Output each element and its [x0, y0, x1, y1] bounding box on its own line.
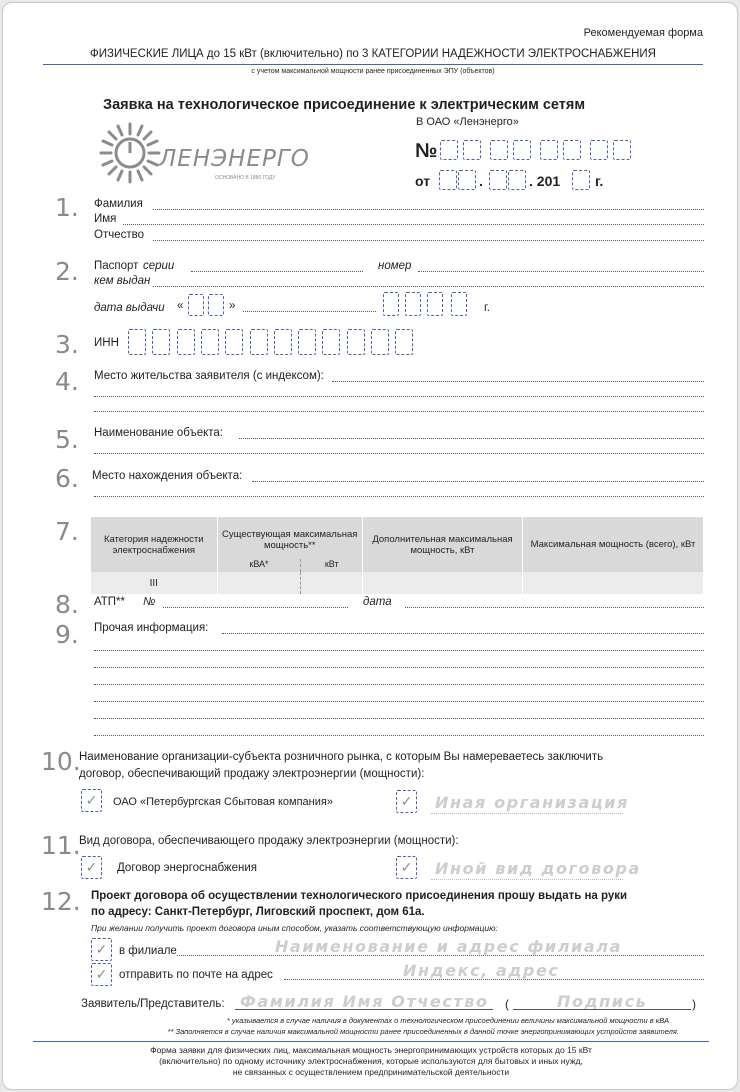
section-number-2: 2. [55, 257, 79, 286]
issue-day-box[interactable] [188, 294, 204, 316]
object-name-field[interactable] [94, 453, 704, 454]
retailer-label-line1: Наименование организации-субъекта розничного рынка, с которым Вы намереваетесь заключить [79, 751, 604, 763]
signature-fio-line [235, 1009, 493, 1010]
issue-date-label: дата выдачи [94, 302, 165, 314]
date-month-box[interactable] [489, 170, 507, 190]
patronymic-label: Отчество [94, 229, 144, 241]
contract-option2-checkbox[interactable]: ✓ [396, 856, 417, 879]
contract-option2-placeholder[interactable]: Иной вид договора [435, 859, 641, 878]
other-info-field[interactable] [222, 633, 704, 634]
residence-field[interactable] [94, 411, 704, 412]
total-power-cell[interactable] [523, 572, 704, 594]
col-kva-header: кВА* [217, 559, 301, 572]
number-box[interactable] [513, 140, 531, 160]
date-day-box[interactable] [458, 170, 476, 190]
logo-tagline: ОСНОВАНО В 1886 ГОДУ [215, 175, 276, 181]
existing-kva-cell[interactable] [217, 572, 301, 594]
name-field[interactable] [123, 224, 704, 225]
surname-field[interactable] [153, 209, 704, 210]
mail-checkbox[interactable]: ✓ [91, 963, 112, 986]
object-location-field[interactable] [94, 496, 704, 497]
inn-digit-box[interactable] [152, 329, 170, 355]
contract-option1-checkbox[interactable]: ✓ [81, 856, 102, 879]
section-number-12: 12. [41, 887, 81, 916]
retailer-option2-checkbox[interactable]: ✓ [396, 790, 417, 813]
section-number-5: 5. [55, 425, 79, 454]
issued-by-label: кем выдан [94, 275, 151, 287]
inn-digit-box[interactable] [298, 329, 316, 355]
residence-label: Место жительства заявителя (с индексом): [94, 370, 324, 382]
contract-type-label: Вид договора, обеспечивающего продажу электроэнергии (мощности): [79, 835, 459, 847]
atp-date-field[interactable] [405, 607, 704, 608]
pickup-label-line2: по адресу: Санкт-Петербург, Лиговский проспект, дом 61а. [91, 906, 425, 918]
retailer-option1-checkbox[interactable]: ✓ [81, 789, 102, 812]
date-separator: . [479, 173, 483, 189]
inn-digit-box[interactable] [177, 329, 195, 355]
object-location-field[interactable] [252, 481, 704, 482]
other-info-label: Прочая информация: [94, 622, 209, 634]
signature-fio-placeholder[interactable]: Фамилия Имя Отчество [240, 992, 489, 1011]
col-reliability-header: Категория надежности электроснабжения [91, 517, 217, 572]
object-location-label: Место нахождения объекта: [92, 470, 243, 482]
passport-label: Паспорт [94, 260, 139, 272]
contract-option2-line [431, 879, 623, 880]
issue-year-box[interactable] [427, 292, 443, 316]
retailer-option2-placeholder[interactable]: Иная организация [435, 793, 629, 812]
inn-digit-box[interactable] [274, 329, 292, 355]
additional-power-cell[interactable] [363, 572, 523, 594]
issue-year-box[interactable] [405, 292, 421, 316]
section-number-4: 4. [55, 367, 79, 396]
section-number-1: 1. [55, 193, 79, 222]
other-info-field[interactable] [94, 718, 704, 719]
category-heading: ФИЗИЧЕСКИЕ ЛИЦА до 15 кВт (включительно) по 3 КАТЕГОРИИ НАДЕЖНОСТИ ЭЛЕКТРОСНАБЖЕНИЯ [90, 48, 656, 60]
inn-digit-box[interactable] [322, 329, 340, 355]
application-form-page [2, 2, 738, 1090]
mail-placeholder[interactable]: Индекс, адрес [403, 961, 560, 980]
patronymic-field[interactable] [153, 240, 704, 241]
issued-by-field[interactable] [153, 286, 704, 287]
inn-digit-box[interactable] [395, 329, 413, 355]
retailer-option2-line [431, 813, 623, 814]
section-number-6: 6. [55, 464, 79, 493]
section-number-11: 11. [41, 831, 81, 860]
other-info-field[interactable] [94, 701, 704, 702]
number-box[interactable] [463, 140, 481, 160]
issue-month-field[interactable] [243, 311, 376, 312]
footer-line2: (включительно) по одному источнику электроснабжения, которые используются для бытовых и иных нужд, [159, 1056, 583, 1066]
retailer-option1-label: ОАО «Петербургская Сбытовая компания» [113, 796, 333, 808]
addressee: В ОАО «Ленэнерго» [416, 116, 519, 128]
inn-digit-box[interactable] [371, 329, 389, 355]
residence-field[interactable] [332, 381, 704, 382]
section-number-10: 10. [41, 747, 81, 776]
other-info-field[interactable] [94, 684, 704, 685]
form-title: Заявка на технологическое присоединение к электрическим сетям [103, 97, 586, 113]
footer-line1: Форма заявки для физических лиц, максимальная мощность энергопринимающих устройств которых до 15 кВт [150, 1045, 592, 1055]
object-name-label: Наименование объекта: [94, 427, 223, 439]
residence-field[interactable] [94, 396, 704, 397]
mail-label: отправить по почте на адрес [119, 969, 273, 981]
pickup-label-line1: Проект договора об осуществлении технологического присоединения прошу выдать на руки [91, 890, 628, 902]
header-divider [43, 64, 703, 65]
signature-label: Заявитель/Представитель: [81, 998, 225, 1010]
inn-digit-box[interactable] [347, 329, 365, 355]
surname-label: Фамилия [94, 198, 143, 210]
other-info-field[interactable] [94, 735, 704, 736]
number-box[interactable] [563, 140, 581, 160]
number-box[interactable] [590, 140, 608, 160]
atp-number-label: № [143, 596, 156, 608]
signature-paren-open: ( [505, 997, 509, 1011]
category-subheading: с учетом максимальной мощности ранее присоединенных ЭПУ (объектов) [251, 68, 495, 75]
atp-label: АТП** [94, 596, 126, 608]
passport-number-field[interactable] [418, 271, 704, 272]
signature-paren-close: ) [692, 997, 696, 1011]
recommended-form-label: Рекомендуемая форма [583, 27, 703, 39]
quote-close: » [229, 300, 236, 312]
pickup-note: При желании получить проект договора иным способом, указать соответствующую информацию: [91, 923, 498, 933]
date-month-box[interactable] [508, 170, 526, 190]
issue-day-box[interactable] [208, 294, 224, 316]
quote-open: « [177, 300, 184, 312]
col-additional-power-header: Дополнительная максимальная мощность, кВт [363, 517, 523, 572]
signature-sign-line [513, 1009, 691, 1010]
branch-placeholder[interactable]: Наименование и адрес филиала [275, 937, 622, 956]
object-name-field[interactable] [239, 438, 704, 439]
reliability-category-cell: III [91, 572, 217, 594]
col-existing-power-header: Существующая максимальная мощность** [217, 517, 363, 559]
passport-number-label: номер [378, 260, 412, 272]
atp-date-label: дата [363, 596, 392, 608]
atp-number-field[interactable] [163, 607, 348, 608]
retailer-label-line2: договор, обеспечивающий продажу электроэнергии (мощности): [79, 768, 425, 780]
date-year-suffix: г. [595, 173, 604, 189]
section-number-7: 7. [55, 517, 79, 546]
footer-line3: не связанных с осуществлением предпринимательской деятельности [232, 1067, 510, 1077]
footnote-1: * указывается в случае наличия в документах о технологическом присоединении величины максимальной мощности в кВА [226, 1016, 669, 1025]
series-label: серии [143, 260, 175, 272]
date-year-prefix: . 201 [529, 173, 561, 189]
number-box[interactable] [613, 140, 631, 160]
footer-divider [33, 1041, 709, 1042]
logo-wordmark: ЛЕНЭНЕРГО [159, 146, 310, 172]
number-box[interactable] [540, 140, 558, 160]
inn-digit-box[interactable] [250, 329, 268, 355]
branch-checkbox[interactable]: ✓ [91, 938, 112, 961]
footnote-2: ** Заполняется в случае наличия максимальной мощности ранее присоединенных в данной точке энергопринимающих устройств заявителя. [167, 1027, 679, 1036]
power-table [91, 517, 704, 594]
series-field[interactable] [191, 271, 363, 272]
inn-digit-box[interactable] [225, 329, 243, 355]
section-number-9: 9. [55, 620, 79, 649]
issue-year-suffix: г. [484, 302, 490, 314]
branch-label: в филиале [119, 945, 177, 957]
section-number-8: 8. [55, 590, 79, 619]
number-sign: № [415, 140, 438, 162]
issue-year-box[interactable] [451, 292, 467, 316]
contract-option1-label: Договор энергоснабжения [117, 862, 258, 874]
name-label: Имя [94, 213, 117, 225]
number-box[interactable] [440, 140, 458, 160]
other-info-field[interactable] [94, 667, 704, 668]
date-year-box[interactable] [572, 170, 590, 190]
col-kw-header: кВт [301, 559, 363, 572]
col-total-power-header: Максимальная мощность (всего), кВт [523, 517, 704, 572]
number-box[interactable] [490, 140, 508, 160]
lenenergo-logo-icon [99, 122, 161, 184]
date-day-box[interactable] [439, 170, 457, 190]
existing-kw-cell[interactable] [301, 572, 363, 594]
signature-sign-placeholder[interactable]: Подпись [557, 992, 648, 1011]
issue-year-box[interactable] [383, 292, 399, 316]
inn-digit-box[interactable] [128, 329, 146, 355]
date-from-label: от [415, 173, 431, 189]
inn-label: ИНН [94, 337, 119, 349]
inn-digit-box[interactable] [201, 329, 219, 355]
other-info-field[interactable] [94, 650, 704, 651]
section-number-3: 3. [55, 330, 79, 359]
